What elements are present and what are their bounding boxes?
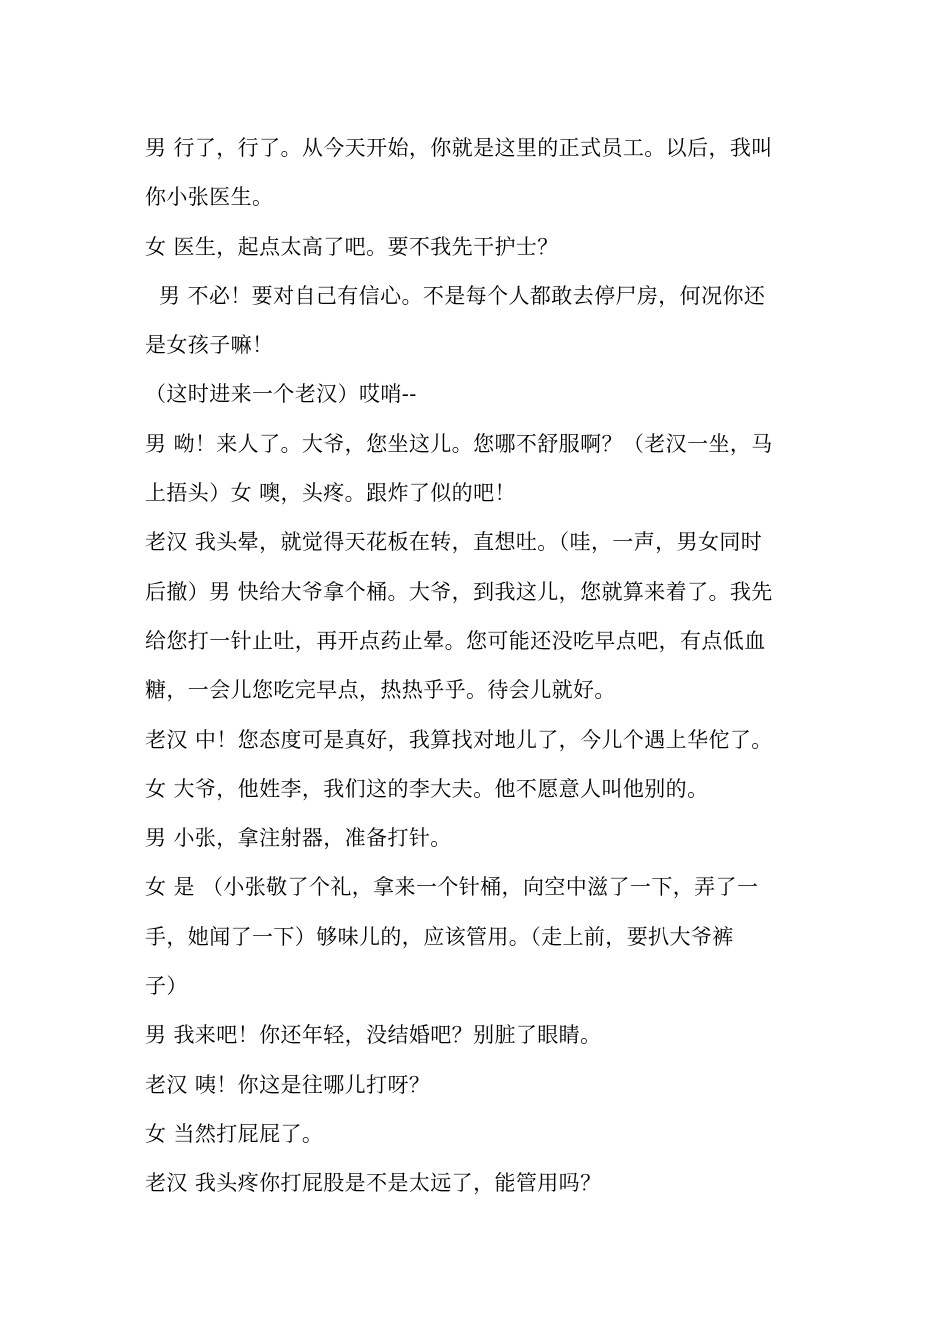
text-line: 老汉 我头疼你打屁股是不是太远了，能管用吗？ — [145, 1171, 602, 1196]
text-line: 男 小张，拿注射器，准备打针。 — [145, 826, 452, 851]
text-line: 女 当然打屁屁了。 — [145, 1121, 324, 1146]
text-line: 后撤）男 快给大爷拿个桶。大爷，到我这儿，您就算来着了。我先 — [145, 579, 773, 604]
text-line: 老汉 中！您态度可是真好，我算找对地儿了，今儿个遇上华佗了。 — [145, 727, 773, 752]
text-line: 老汉 我头晕，就觉得天花板在转，直想吐。（哇，一声，男女同时 — [145, 530, 763, 555]
text-line: 女 医生，起点太高了吧。要不我先干护士？ — [145, 234, 559, 259]
text-line: 是女孩子嘛！ — [145, 333, 274, 358]
text-line: 男 我来吧！你还年轻，没结婚吧？别脏了眼睛。 — [145, 1023, 602, 1048]
text-line: 女 是 （小张敬了个礼，拿来一个针桶，向空中滋了一下，弄了一 — [145, 875, 759, 900]
text-line: 上捂头）女 噢，头疼。跟炸了似的吧！ — [145, 481, 516, 506]
text-line: 子） — [145, 974, 188, 999]
text-line: 女 大爷，他姓李，我们这的李大夫。他不愿意人叫他别的。 — [145, 776, 709, 801]
text-line: 男 行了，行了。从今天开始，你就是这里的正式员工。以后，我叫 — [145, 136, 773, 160]
text-line: 你小张医生。 — [145, 185, 274, 210]
text-line: 手，她闻了一下）够味儿的，应该管用。（走上前，要扒大爷裤 — [145, 924, 734, 949]
text-line: 糖，一会儿您吃完早点，热热乎乎。待会儿就好。 — [145, 678, 616, 703]
text-line: （这时进来一个老汉）哎哨-- — [145, 382, 417, 407]
text-line: 给您打一针止吐，再开点药止晕。您可能还没吃早点吧，有点低血 — [145, 628, 766, 653]
text-line: 老汉 咦！你这是往哪儿打呀？ — [145, 1072, 431, 1097]
document-page — [145, 124, 810, 1209]
text-line: 男 不必！要对自己有信心。不是每个人都敢去停尸房，何况你还 — [159, 283, 766, 308]
text-line: 男 呦！来人了。大爷，您坐这儿。您哪不舒服啊？（老汉一坐，马 — [145, 431, 773, 456]
